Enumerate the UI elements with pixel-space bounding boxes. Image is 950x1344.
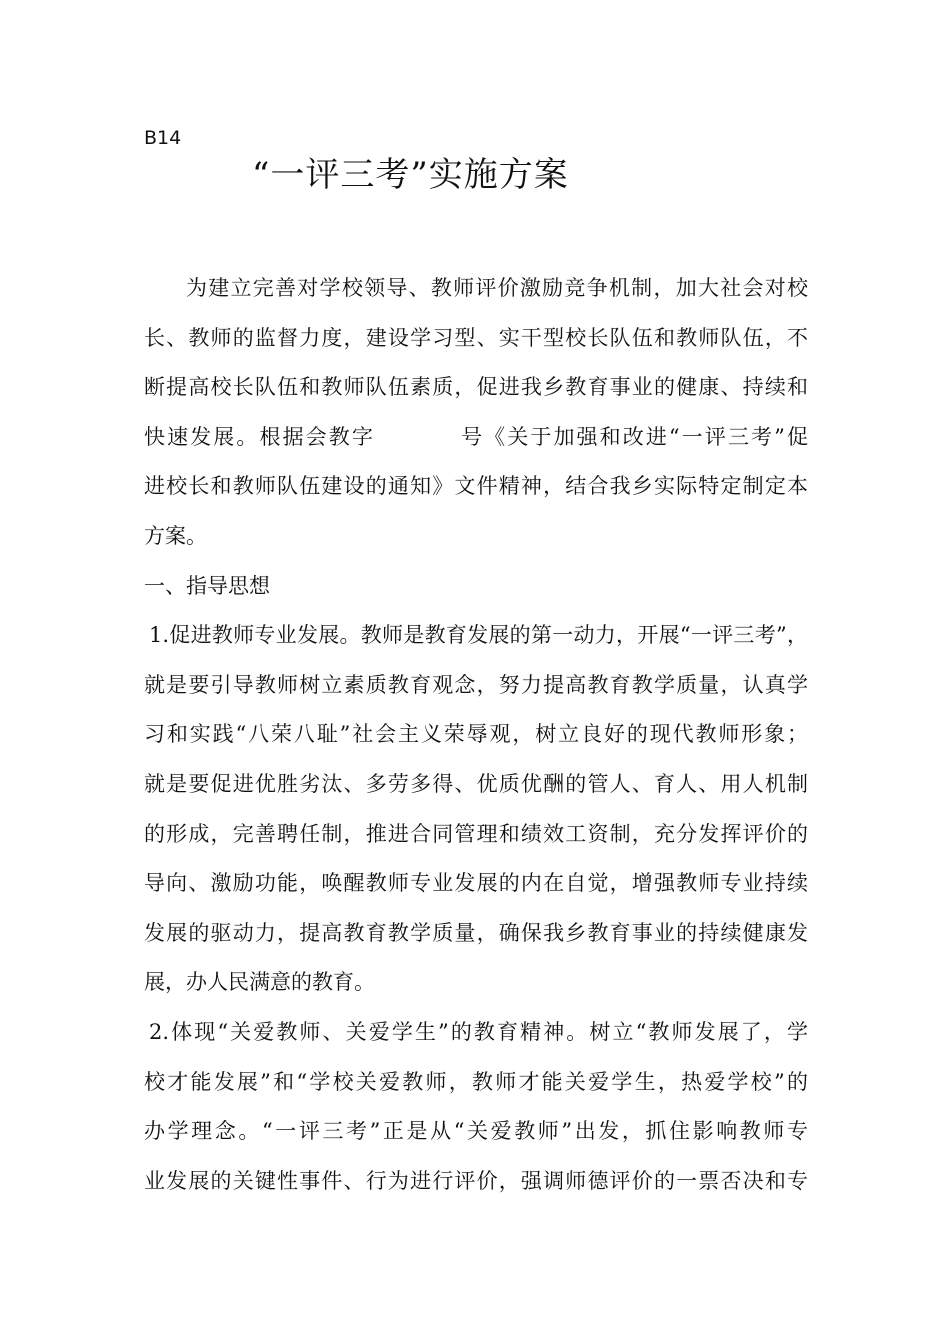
paragraph-line: 办学理念。“一评三考”正是从“关爱教师”出发，抓住影响教师专 — [144, 1119, 808, 1144]
paragraph-line: 展，办人民满意的教育。 — [144, 970, 375, 995]
paragraph-line: 进校长和教师队伍建设的通知》文件精神，结合我乡实际特定制定本 — [144, 474, 808, 499]
paragraph-line: 断提高校长队伍和教师队伍素质，促进我乡教育事业的健康、持续和 — [144, 375, 808, 400]
paragraph-line: 的形成，完善聘任制，推进合同管理和绩效工资制，充分发挥评价的 — [144, 821, 808, 846]
paragraph-line: 2.体现“关爱教师、关爱学生”的教育精神。树立“教师发展了，学 — [149, 1019, 808, 1044]
document-code: B14 — [144, 127, 182, 149]
paragraph-line-with-blank — [144, 413, 808, 463]
paragraph-line: 就是要促进优胜劣汰、多劳多得、优质优酬的管人、育人、用人机制 — [144, 771, 808, 796]
paragraph-line: 发展的驱动力，提高教育教学质量，确保我乡教育事业的持续健康发 — [144, 920, 808, 945]
section-heading: 一、指导思想 — [144, 573, 270, 598]
paragraph-line: 1.促进教师专业发展。教师是教育发展的第一动力，开展“一评三考”， — [149, 623, 808, 648]
paragraph-line: 为建立完善对学校领导、教师评价激励竞争机制，加大社会对校 — [186, 276, 808, 300]
document-body — [144, 264, 808, 1206]
paragraph-line: 习和实践“八荣八耻”社会主义荣辱观，树立良好的现代教师形象； — [144, 722, 808, 747]
document-title: “一评三考”实施方案 — [252, 155, 569, 195]
paragraph-line: 就是要引导教师树立素质教育观念，努力提高教育教学质量，认真学 — [144, 672, 808, 697]
paragraph-line: 业发展的关键性事件、行为进行评价，强调师德评价的一票否决和专 — [144, 1168, 808, 1193]
paragraph-line: 方案。 — [144, 523, 207, 548]
text-segment: 快速发展。根据会教字 — [144, 424, 375, 449]
paragraph-line: 导向、激励功能，唤醒教师专业发展的内在自觉，增强教师专业持续 — [144, 871, 808, 896]
paragraph-line: 校才能发展”和“学校关爱教师，教师才能关爱学生，热爱学校”的 — [144, 1069, 808, 1094]
paragraph-line: 长、教师的监督力度，建设学习型、实干型校长队伍和教师队伍，不 — [144, 325, 808, 350]
text-segment: 号《关于加强和改进“一评三考”促 — [458, 424, 808, 449]
